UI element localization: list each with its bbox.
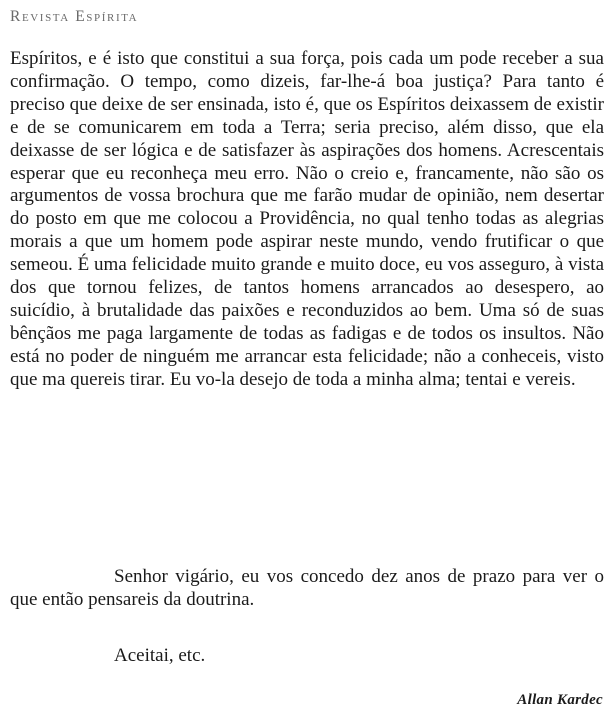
- letter-body: [10, 48, 604, 392]
- running-head-title: Revista Espírita: [10, 8, 139, 25]
- paragraph-main: Espíritos, e é isto que constitui a sua força, pois cada um pode receber a sua confirmação. O tempo, como dizeis, far-lhe-á boa justiça? Para tanto é preciso que deixe de ser ensinada, isto é, que os Espíritos deixassem de existir e de se comunicarem em toda a Terra; seria preciso, além disso, que ela deixasse de ser lógica e de satisfazer às aspirações dos homens. Acrescentais esperar que eu reconheça meu erro. Não o creio e, francamente, não são os argumentos de vossa brochura que me farão mudar de opinião, nem desertar do posto em que me colocou a Providência, no qual tenho todas as alegrias morais a que um homem pode aspirar neste mundo, vendo frutificar o que semeou. É uma felicidade muito grande e muito doce, eu vos asseguro, à vista dos que tornou felizes, de tantos homens arrancados ao desespero, ao suicídio, à brutalidade das paixões e reconduzidos ao bem. Uma só de suas bênçãos me paga largamente de todas as fadigas e de todos os insultos. Não está no poder de ninguém me arrancar esta felicidade; não a conheceis, visto que ma quereis tirar. Eu vo-la desejo de toda a minha alma; tentai e vereis.: [10, 48, 604, 390]
- paragraph-closing-offer: Senhor vigário, eu vos concedo dez anos de prazo para ver o que então pensareis da doutrina.: [10, 566, 604, 610]
- author-signature: Allan Kardec: [517, 692, 603, 708]
- paragraph-salutation: Aceitai, etc.: [114, 645, 206, 666]
